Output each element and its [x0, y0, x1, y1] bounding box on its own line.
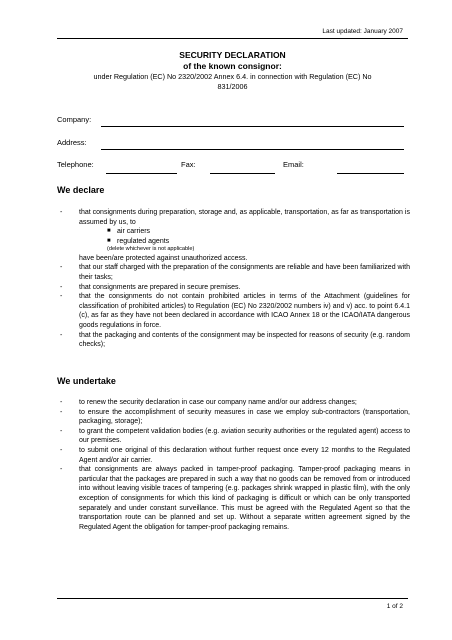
declare-item: - that the packaging and contents of the consignment may be inspected for reasons of security (e.g. random checks);	[60, 331, 410, 349]
document-title	[57, 50, 408, 72]
list-dash: -	[60, 283, 63, 291]
company-field[interactable]	[101, 116, 404, 127]
regulation-line-1: under Regulation (EC) No 2320/2002 Annex 6.4. in connection with Regulation (EC) No	[93, 72, 372, 81]
header-rule	[57, 38, 408, 39]
telephone-field[interactable]	[106, 163, 177, 174]
declare-list	[57, 208, 410, 350]
declare-item-continuation: have been/are protected against unauthorized access.	[79, 254, 248, 262]
list-dash: -	[60, 264, 63, 272]
fax-field[interactable]	[210, 163, 275, 174]
undertake-item: - to grant the competent validation bodies (e.g. aviation security authorities or the regulated agent) access to our premises.	[60, 427, 410, 445]
list-dash: -	[60, 209, 63, 216]
declare-sub-item: ■ regulated agents	[107, 237, 170, 245]
list-dash: -	[60, 331, 63, 339]
undertake-item: - that consignments are always packed in tamper-proof packaging. Tamper-proof packaging means in particular that the packages are prepared in such a way that no goods can be removed from or introduced into without leaving visible traces of tampering (e.g. packages shrink wrapped in plastic film), with the only exception of consignments for which this kind of packaging is difficult or which can be only transported separately and under constant surveillance. This must be agreed with the Regulated Agent so that the transportation route can be planned and set up. Without a separate written agreement signed by the Regulated Agent the obligation for tamper-proof packaging remains.	[60, 466, 410, 531]
undertake-list	[57, 398, 410, 532]
footer-rule	[57, 598, 408, 599]
declare-item: - that our staff charged with the preparation of the consignments are reliable and have been familiarized with their tasks;	[60, 264, 410, 282]
undertake-heading: We undertake	[57, 376, 116, 386]
regulation-line-2: 831/2006	[217, 82, 248, 91]
bullet-icon: ■	[107, 237, 111, 244]
last-updated: Last updated: January 2007	[322, 28, 403, 35]
declare-heading: We declare	[57, 185, 105, 195]
email-label: Email:	[283, 160, 304, 169]
declare-item: - that consignments are prepared in secure premises.	[60, 283, 241, 291]
undertake-item: - to ensure the accomplishment of security measures in case we employ sub-contractors (transportation, packaging, storage);	[60, 408, 410, 426]
email-field[interactable]	[337, 163, 404, 174]
list-dash: -	[60, 293, 63, 301]
undertake-item: - to renew the security declaration in case our company name and/or our address changes;	[60, 399, 357, 406]
list-dash: -	[60, 408, 63, 416]
address-label: Address:	[57, 138, 87, 147]
list-dash: -	[60, 427, 63, 435]
regulation-reference	[57, 72, 408, 92]
list-dash: -	[60, 446, 63, 454]
declare-item: - that the consignments do not contain prohibited articles in terms of the Attachment (guidelines for classification of prohibited articles) to Regulation (EC) No 2320/2002 numbers iv) and v) acc. to point 6.4.1 (c), as far as they have not been declared in accordance with ICAO Annex 18 or the ICAO/IATA dangerous goods regulations in force.	[60, 293, 410, 330]
company-label: Company:	[57, 115, 92, 124]
subtitle-line: of the known consignor:	[183, 61, 282, 71]
address-field[interactable]	[101, 139, 404, 150]
declare-sub-item: ■ air carriers	[107, 228, 151, 236]
undertake-item: - to submit one original of this declaration without further request once every 12 months to the Regulated Agent and/or air carrier.	[60, 446, 410, 464]
list-dash: -	[60, 466, 63, 474]
bullet-icon: ■	[107, 228, 111, 235]
fax-label: Fax:	[181, 160, 196, 169]
declare-item: - that consignments during preparation, storage and, as applicable, transportation, as far as transportation is assumed by us, to	[60, 209, 410, 226]
telephone-label: Telephone:	[57, 160, 94, 169]
title-line: SECURITY DECLARATION	[179, 50, 286, 60]
list-dash: -	[60, 399, 63, 406]
page-number: 1 of 2	[386, 603, 403, 610]
declare-note: (delete whichever is not applicable)	[107, 246, 195, 253]
